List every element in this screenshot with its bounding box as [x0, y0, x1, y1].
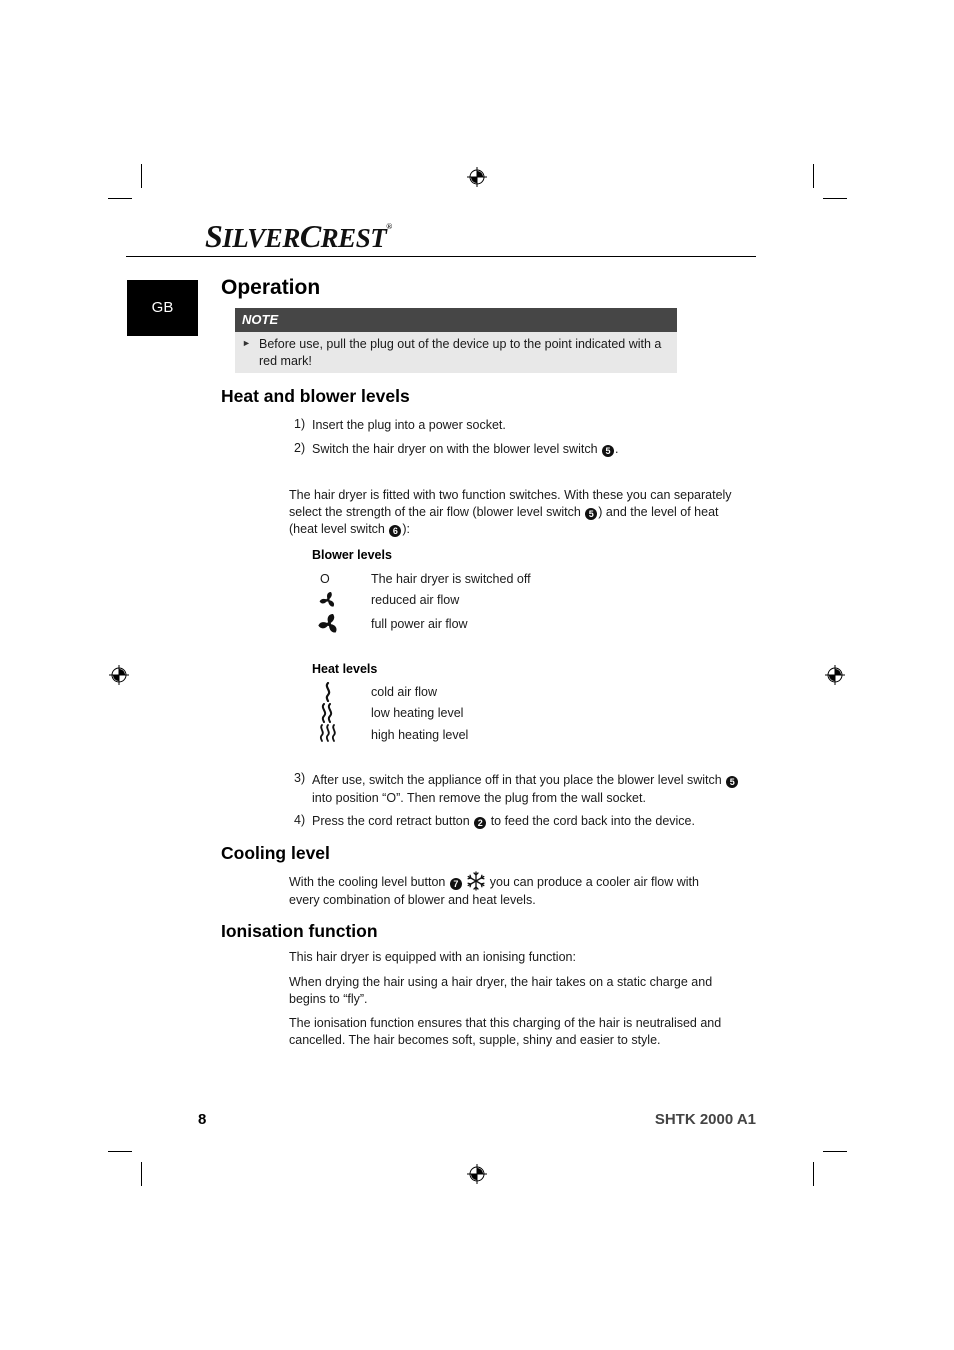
heat-level-label: low heating level [371, 706, 464, 720]
blower-off-symbol: O [320, 572, 330, 586]
language-tab: GB [127, 280, 198, 336]
note-heading: NOTE [235, 308, 677, 332]
ref-number-badge: 5 [726, 776, 738, 788]
page-number: 8 [198, 1111, 207, 1128]
heat-two-wave-icon [319, 703, 337, 723]
ref-number-badge: 7 [450, 878, 462, 890]
section-heading-cooling: Cooling level [221, 843, 330, 863]
crop-mark [108, 198, 132, 199]
page-title: Operation [221, 276, 321, 299]
ref-number-badge: 2 [474, 817, 486, 829]
registration-mark-icon [467, 1164, 487, 1184]
step-text: After use, switch the appliance off in that you place the blower level switch 5 into position “O”. Then remove the plug from the wall socket. [312, 771, 740, 807]
crop-mark [141, 164, 142, 188]
step-number: 2) [294, 441, 306, 455]
registration-mark-icon [467, 167, 487, 187]
step-number: 1) [294, 417, 306, 431]
fan-large-icon [317, 612, 341, 636]
note-text: Before use, pull the plug out of the device up to the point indicated with a red mark! [259, 337, 662, 368]
header-divider [126, 256, 756, 257]
blower-level-label: The hair dryer is switched off [371, 572, 531, 586]
step-number: 4) [294, 813, 306, 827]
ref-number-badge: 5 [585, 508, 597, 520]
brand-logo: SILVERCREST® [205, 218, 392, 254]
ref-number-badge: 6 [389, 525, 401, 537]
heat-level-label: cold air flow [371, 685, 437, 699]
blower-level-label: full power air flow [371, 617, 468, 631]
step-text: Insert the plug into a power socket. [312, 418, 506, 432]
blower-level-label: reduced air flow [371, 593, 460, 607]
crop-mark [108, 1151, 132, 1152]
heat-level-label: high heating level [371, 728, 469, 742]
crop-mark [823, 1151, 847, 1152]
fan-small-icon [318, 590, 338, 610]
step-text: Switch the hair dryer on with the blower level switch 5 . [312, 442, 619, 456]
section-heading-ionisation: Ionisation function [221, 921, 378, 941]
bullet-arrow-icon: ► [242, 338, 251, 348]
cooling-paragraph: With the cooling level button 7 you can produce a cooler air flow with every combination of blower and heat levels. [289, 871, 729, 909]
snowflake-icon [466, 871, 486, 891]
registration-mark-icon [825, 665, 845, 685]
crop-mark [813, 1162, 814, 1186]
heat-one-wave-icon [321, 682, 335, 702]
crop-mark [823, 198, 847, 199]
blower-levels-heading: Blower levels [312, 548, 392, 562]
ionisation-paragraph: The ionisation function ensures that this charging of the hair is neutralised and cancelled. The hair becomes soft, supple, shiny and easier to style. [289, 1016, 722, 1047]
ionisation-paragraph: When drying the hair using a hair dryer, the hair takes on a static charge and begins to “fly”. [289, 975, 713, 1006]
heat-three-wave-icon [318, 724, 338, 742]
step-number: 3) [294, 771, 306, 785]
crop-mark [141, 1162, 142, 1186]
registration-mark-icon [109, 665, 129, 685]
ref-number-badge: 5 [602, 445, 614, 457]
ionisation-paragraph: This hair dryer is equipped with an ionising function: [289, 950, 576, 964]
intro-paragraph: The hair dryer is fitted with two function switches. With these you can separately select the strength of the air flow (blower level switch 5 ) and the level of heat (heat level switch 6 ): [289, 488, 732, 536]
note-box [235, 308, 677, 373]
heat-levels-heading: Heat levels [312, 662, 378, 676]
model-number: SHTK 2000 A1 [654, 1111, 756, 1128]
crop-mark [813, 164, 814, 188]
section-heading-heat-blower: Heat and blower levels [221, 386, 410, 406]
step-text: Press the cord retract button 2 to feed the cord back into the device. [312, 814, 695, 828]
